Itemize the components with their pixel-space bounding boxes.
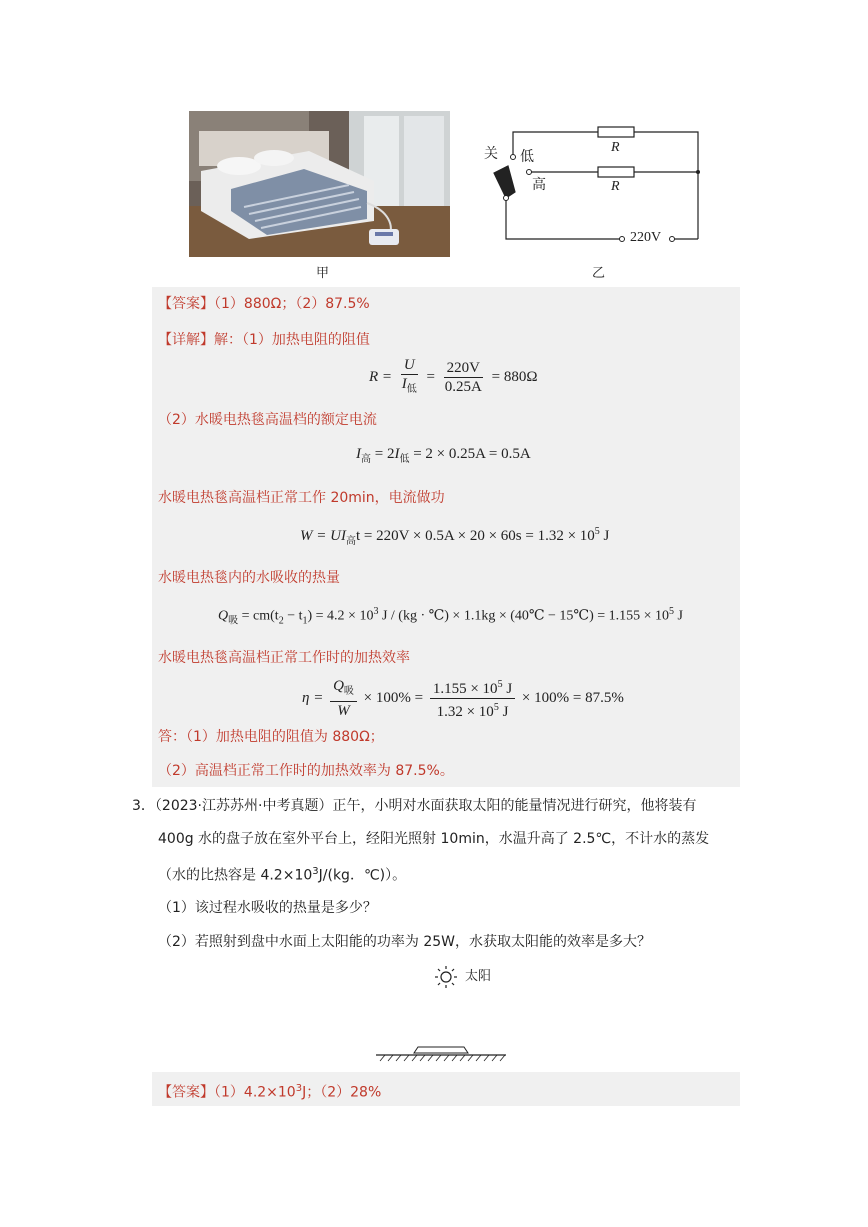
q3-line1: 3．（2023·江苏苏州·中考真题）正午，小明对水面获取太阳的能量情况进行研究，他将装有 <box>132 798 697 814</box>
q3-line3: （水的比热容是 $4.2\times 10^3J/(kg$．℃)）。 <box>158 866 407 884</box>
switch-off-label: 关 <box>484 147 498 162</box>
q3-sub1: （1）该过程水吸收的热量是多少？ <box>158 900 377 916</box>
switch-high-label: 高 <box>532 178 546 193</box>
resistor-top-label: R <box>611 140 620 155</box>
equation-work: $W = UI_高t = 220V \times 0.5A \times 20 \times 60s = 1.32 \times 10^5$ J <box>300 526 610 547</box>
detail-tag: 【详解】 <box>158 332 214 348</box>
q3-line2: 400g 水的盘子放在室外平台上，经阳光照射 10min，水温升高了 2.5℃，不计水的蒸发 <box>158 831 710 847</box>
conclusion-2: （2）高温档正常工作时的加热效率为 87.5%。 <box>158 763 454 779</box>
step-high-current: （2）水暖电热毯高温档的额定电流 <box>158 412 377 428</box>
sun-icon <box>434 965 458 989</box>
answer-line <box>158 294 370 314</box>
resistor-bottom-label: R <box>611 179 620 194</box>
detail-line <box>158 330 370 350</box>
q3-answer-line: 【答案】$(1)4.2\times 10^3J$；（2）28% <box>158 1083 382 1101</box>
figure-caption-right: 乙 <box>592 266 606 281</box>
answer-tag: 【答案】 <box>158 296 214 312</box>
step-efficiency: 水暖电热毯高温档正常工作时的加热效率 <box>158 650 410 666</box>
equation-high-current: $I_高 = 2I_低 = 2 \times 0.25A = 0.5A$ <box>356 446 531 465</box>
equation-resistance: R = $\frac{U}{I_低}$ = $\frac{220V}{0.25A}$ = 880Ω <box>369 357 538 395</box>
q3-number: 3． <box>132 798 155 814</box>
figure-caption-left: 甲 <box>316 266 330 281</box>
equation-heat: $Q_吸 = cm(t_2 - t_1) = 4.2 \times 10^3$ J / (kg · ℃) × 1.1kg × (40℃ − 15℃) = $1.155 \times 10^5$ J <box>218 606 683 627</box>
electric-blanket-illustration <box>189 111 450 257</box>
step-heat: 水暖电热毯内的水吸收的热量 <box>158 570 340 586</box>
detail-intro: 解：（1）加热电阻的阻值 <box>214 332 370 348</box>
sun-label: 太阳 <box>465 969 492 984</box>
voltage-source-label: 220V <box>630 230 662 245</box>
q3-answer-tag: 【答案】 <box>158 1084 214 1101</box>
circuit-wires <box>480 118 710 248</box>
circuit-diagram <box>480 118 710 248</box>
q3-sub2: （2）若照射到盘中水面上太阳能的功率为 25W，水获取太阳能的效率是多大？ <box>158 934 652 950</box>
bed-photo <box>189 111 450 257</box>
plate-on-platform <box>376 1042 506 1064</box>
equation-efficiency: η = $\frac{Q_吸}{W}$ × 100% = $\frac{1.155 \times 10^5 J}{1.32 \times 10^5 J}$ × 100% = 87.5% <box>302 678 624 720</box>
step-work: 水暖电热毯高温档正常工作 20min，电流做功 <box>158 490 445 506</box>
conclusion-1: 答：（1）加热电阻的阻值为 880Ω； <box>158 729 384 745</box>
switch-low-label: 低 <box>520 150 534 165</box>
answer-text: （1）880Ω；（2）87.5% <box>214 296 370 312</box>
